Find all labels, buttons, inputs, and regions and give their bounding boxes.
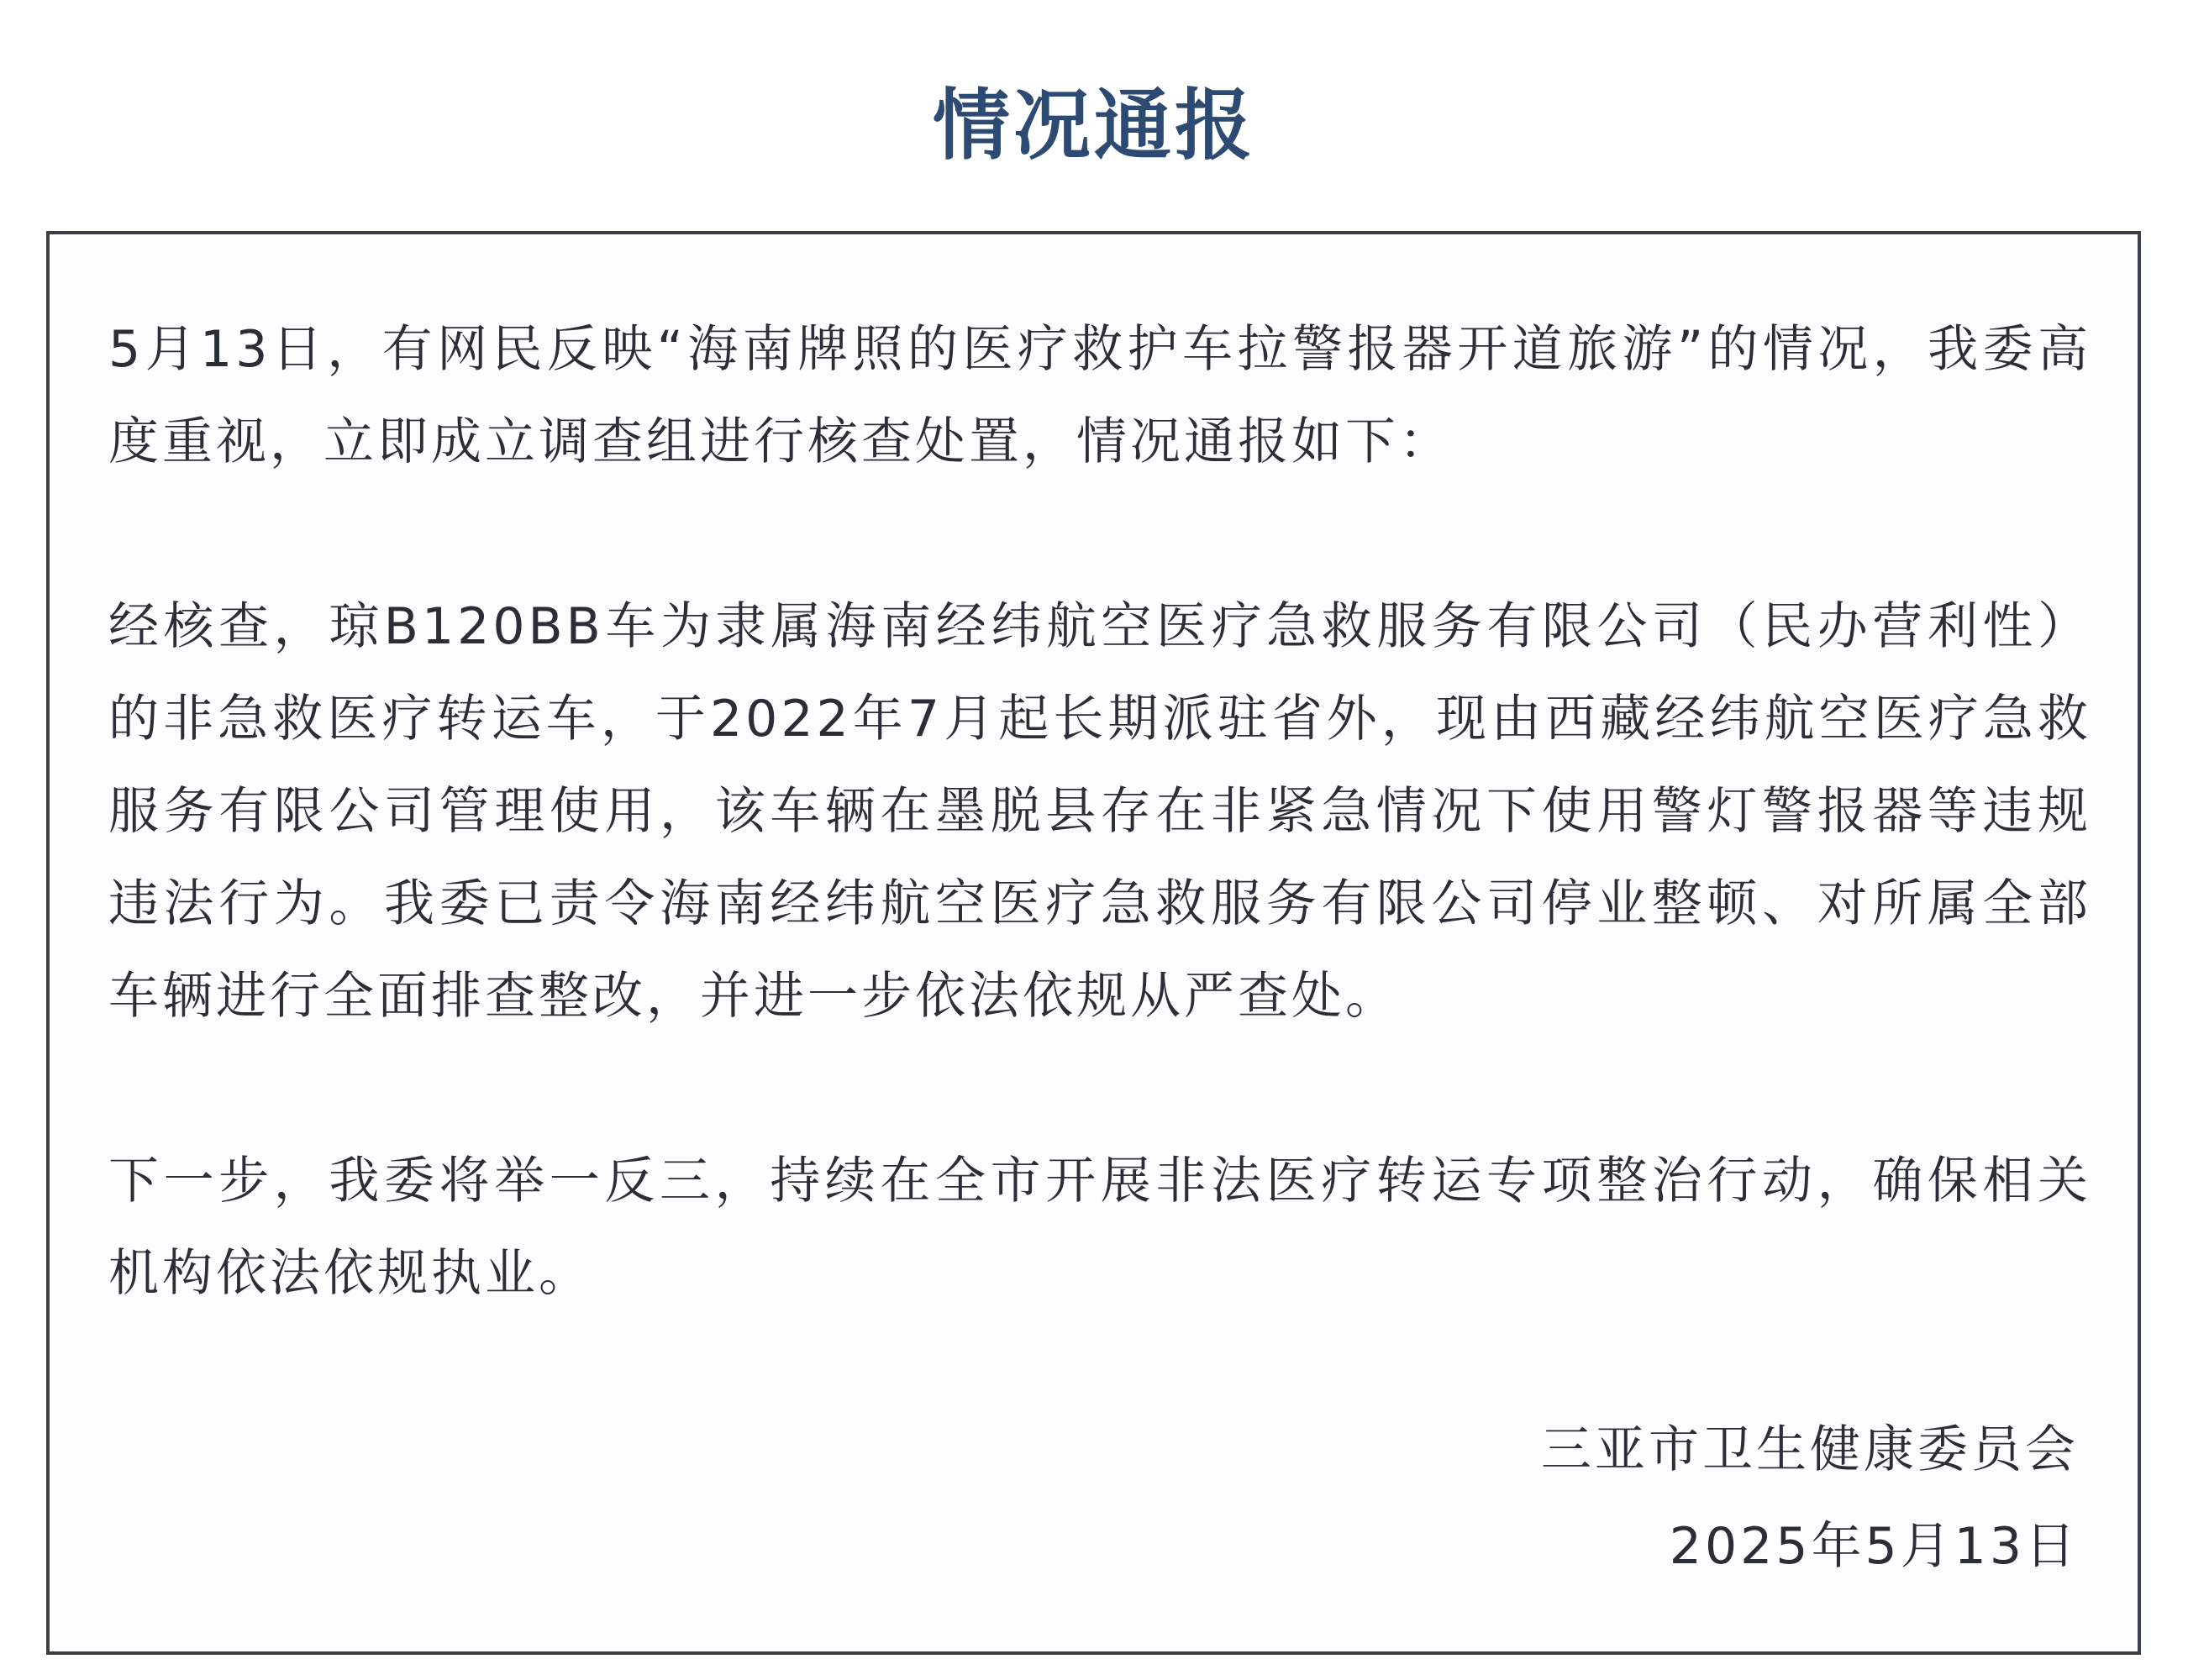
signature-block bbox=[1541, 1402, 2079, 1595]
notice-body bbox=[108, 303, 2091, 1412]
signature-date: 2025年5月13日 bbox=[1669, 1517, 2079, 1576]
signature-organization: 三亚市卫生健康委员会 bbox=[1541, 1420, 2079, 1479]
paragraph-next-steps: 下一步，我委将举一反三，持续在全市开展非法医疗转运专项整治行动，确保相关机构依法依规执业。 bbox=[108, 1152, 2091, 1303]
notice-frame bbox=[46, 231, 2141, 1655]
paragraph-intro: 5月13日，有网民反映“海南牌照的医疗救护车拉警报器开道旅游”的情况，我委高度重视，立即成立调查组进行核查处置，情况通报如下： bbox=[108, 320, 2091, 471]
paragraph-findings: 经核查，琼B120BB车为隶属海南经纬航空医疗急救服务有限公司（民办营利性）的非急救医疗转运车，于2022年7月起长期派驻省外，现由西藏经纬航空医疗急救服务有限公司管理使用，该车辆在墨脱县存在非紧急情况下使用警灯警报器等违规违法行为。我委已责令海南经纬航空医疗急救服务有限公司停业整顿、对所属全部车辆进行全面排查整改，并进一步依法依规从严查处。 bbox=[108, 597, 2091, 1026]
document-title: 情况通报 bbox=[932, 81, 1255, 171]
